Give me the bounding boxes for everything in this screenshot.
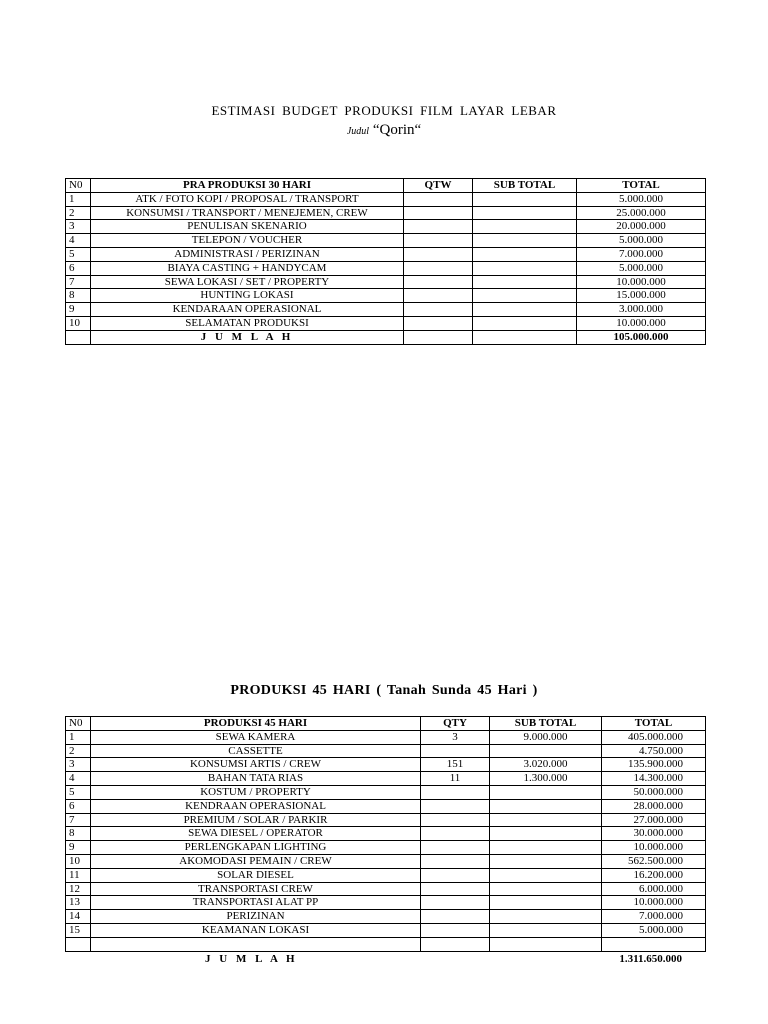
row-subtotal [473,247,577,261]
row-total: 5.000.000 [577,261,706,275]
table-row [66,730,706,744]
row-total: 3.000.000 [577,303,706,317]
column-header-no: N0 [66,179,91,193]
row-number: 10 [66,854,91,868]
row-qty [421,827,490,841]
row-total: 5.000.000 [577,192,706,206]
row-item: AKOMODASI PEMAIN / CREW [91,854,421,868]
row-subtotal [490,854,602,868]
row-total: 405.000.000 [602,730,706,744]
row-item: KONSUMSI / TRANSPORT / MENEJEMEN, CREW [91,206,404,220]
document-subtitle [0,122,768,139]
row-subtotal [490,827,602,841]
column-header-total: TOTAL [577,179,706,193]
row-number: 7 [66,275,91,289]
table-row [66,247,706,261]
row-total: 6.000.000 [602,882,706,896]
row-total: 14.300.000 [602,772,706,786]
document-title: ESTIMASI BUDGET PRODUKSI FILM LAYAR LEBAR [211,103,557,118]
row-qty [404,220,473,234]
row-subtotal [490,882,602,896]
row-item: CASSETTE [91,744,421,758]
column-header-qty: QTW [404,179,473,193]
row-total: 28.000.000 [602,799,706,813]
row-qty [421,841,490,855]
row-item: PERIZINAN [91,910,421,924]
table-total-row [66,330,706,344]
row-number: 15 [66,923,91,937]
row-item: SOLAR DIESEL [91,868,421,882]
produksi-rows [66,730,706,937]
row-number: 14 [66,910,91,924]
row-number: 9 [66,841,91,855]
column-header-item: PRODUKSI 45 HARI [91,717,421,731]
row-total: 10.000.000 [577,275,706,289]
row-subtotal [490,896,602,910]
row-number: 5 [66,247,91,261]
row-total: 10.000.000 [602,841,706,855]
row-total: 25.000.000 [577,206,706,220]
row-number: 3 [66,758,91,772]
table-row [66,923,706,937]
row-number: 7 [66,813,91,827]
table-row [66,813,706,827]
column-header-subtotal: SUB TOTAL [473,179,577,193]
table-row [66,758,706,772]
table-row [66,289,706,303]
row-subtotal [490,785,602,799]
row-qty [404,316,473,330]
pra-produksi-table [65,178,706,345]
table-row [66,220,706,234]
row-number: 12 [66,882,91,896]
table-row [66,882,706,896]
row-item: SEWA LOKASI / SET / PROPERTY [91,275,404,289]
table-row [66,234,706,248]
row-number: 6 [66,261,91,275]
row-number: 3 [66,220,91,234]
table-row [66,316,706,330]
row-number: 8 [66,827,91,841]
row-item: SELAMATAN PRODUKSI [91,316,404,330]
table-row [66,785,706,799]
row-qty [404,261,473,275]
table-row [66,841,706,855]
table-empty-row [66,937,706,951]
row-subtotal [473,192,577,206]
row-qty [421,785,490,799]
row-number: 10 [66,316,91,330]
row-subtotal [490,813,602,827]
table-row [66,275,706,289]
row-qty [421,923,490,937]
row-qty: 151 [421,758,490,772]
table-row [66,896,706,910]
row-number: 4 [66,234,91,248]
row-subtotal [473,316,577,330]
table-row [66,261,706,275]
produksi-total-label: J U M L A H [205,953,298,965]
row-number: 5 [66,785,91,799]
row-total: 135.900.000 [602,758,706,772]
row-qty [404,303,473,317]
row-subtotal [490,923,602,937]
row-number: 6 [66,799,91,813]
row-item: KONSUMSI ARTIS / CREW [91,758,421,772]
row-total: 30.000.000 [602,827,706,841]
row-item: ADMINISTRASI / PERIZINAN [91,247,404,261]
row-qty: 3 [421,730,490,744]
row-number: 4 [66,772,91,786]
row-item: HUNTING LOKASI [91,289,404,303]
row-qty [421,813,490,827]
row-item: KENDRAAN OPERASIONAL [91,799,421,813]
table-row [66,744,706,758]
row-qty [421,882,490,896]
row-total: 27.000.000 [602,813,706,827]
table-row [66,772,706,786]
table-row [66,303,706,317]
row-qty [404,192,473,206]
table-header-row [66,179,706,193]
row-item: ATK / FOTO KOPI / PROPOSAL / TRANSPORT [91,192,404,206]
row-item: KOSTUM / PROPERTY [91,785,421,799]
row-qty [404,234,473,248]
subtitle-prefix: Judul [346,126,370,137]
row-item: KENDARAAN OPERASIONAL [91,303,404,317]
row-subtotal: 3.020.000 [490,758,602,772]
row-total: 20.000.000 [577,220,706,234]
row-subtotal [490,868,602,882]
row-total: 15.000.000 [577,289,706,303]
row-item: KEAMANAN LOKASI [91,923,421,937]
row-subtotal [473,289,577,303]
column-header-total: TOTAL [602,717,706,731]
produksi-total-value: 1.311.650.000 [619,953,682,965]
row-number: 1 [66,192,91,206]
row-qty [421,744,490,758]
row-item: SEWA DIESEL / OPERATOR [91,827,421,841]
row-qty [404,289,473,303]
row-subtotal [490,910,602,924]
row-total: 5.000.000 [577,234,706,248]
row-total: 7.000.000 [577,247,706,261]
row-subtotal: 9.000.000 [490,730,602,744]
row-item: TRANSPORTASI ALAT PP [91,896,421,910]
table-row [66,868,706,882]
table-row [66,827,706,841]
film-name: “Qorin“ [372,122,422,138]
row-qty [421,896,490,910]
column-header-no: N0 [66,717,91,731]
table-row [66,192,706,206]
column-header-item: PRA PRODUKSI 30 HARI [91,179,404,193]
column-header-subtotal: SUB TOTAL [490,717,602,731]
row-total: 4.750.000 [602,744,706,758]
row-qty [421,854,490,868]
produksi-table [65,716,706,952]
row-item: TRANSPORTASI CREW [91,882,421,896]
pra-produksi-rows [66,192,706,330]
row-number: 9 [66,303,91,317]
row-qty [404,275,473,289]
row-item: TELEPON / VOUCHER [91,234,404,248]
table-row [66,799,706,813]
row-qty [421,868,490,882]
row-qty [421,910,490,924]
row-item: BAHAN TATA RIAS [91,772,421,786]
row-qty [421,799,490,813]
row-subtotal: 1.300.000 [490,772,602,786]
row-number: 13 [66,896,91,910]
row-item: PENULISAN SKENARIO [91,220,404,234]
row-subtotal [473,206,577,220]
row-number: 1 [66,730,91,744]
row-qty: 11 [421,772,490,786]
row-total: 7.000.000 [602,910,706,924]
column-header-qty: QTY [421,717,490,731]
row-total: 50.000.000 [602,785,706,799]
row-subtotal [473,303,577,317]
row-number: 8 [66,289,91,303]
table-row [66,206,706,220]
produksi-title: PRODUKSI 45 HARI ( Tanah Sunda 45 Hari ) [230,683,538,698]
row-subtotal [473,220,577,234]
total-label: J U M L A H [91,330,404,344]
row-qty [404,206,473,220]
table-row [66,910,706,924]
row-number: 2 [66,206,91,220]
total-value: 105.000.000 [577,330,706,344]
row-total: 10.000.000 [602,896,706,910]
row-item: BIAYA CASTING + HANDYCAM [91,261,404,275]
table-header-row [66,717,706,731]
row-qty [404,247,473,261]
row-total: 562.500.000 [602,854,706,868]
row-total: 5.000.000 [602,923,706,937]
row-number: 2 [66,744,91,758]
row-subtotal [490,799,602,813]
row-subtotal [490,841,602,855]
row-subtotal [473,275,577,289]
row-total: 16.200.000 [602,868,706,882]
row-item: PERLENGKAPAN LIGHTING [91,841,421,855]
row-item: PREMIUM / SOLAR / PARKIR [91,813,421,827]
row-total: 10.000.000 [577,316,706,330]
table-row [66,854,706,868]
row-subtotal [473,234,577,248]
row-subtotal [473,261,577,275]
row-number: 11 [66,868,91,882]
row-item: SEWA KAMERA [91,730,421,744]
row-subtotal [490,744,602,758]
